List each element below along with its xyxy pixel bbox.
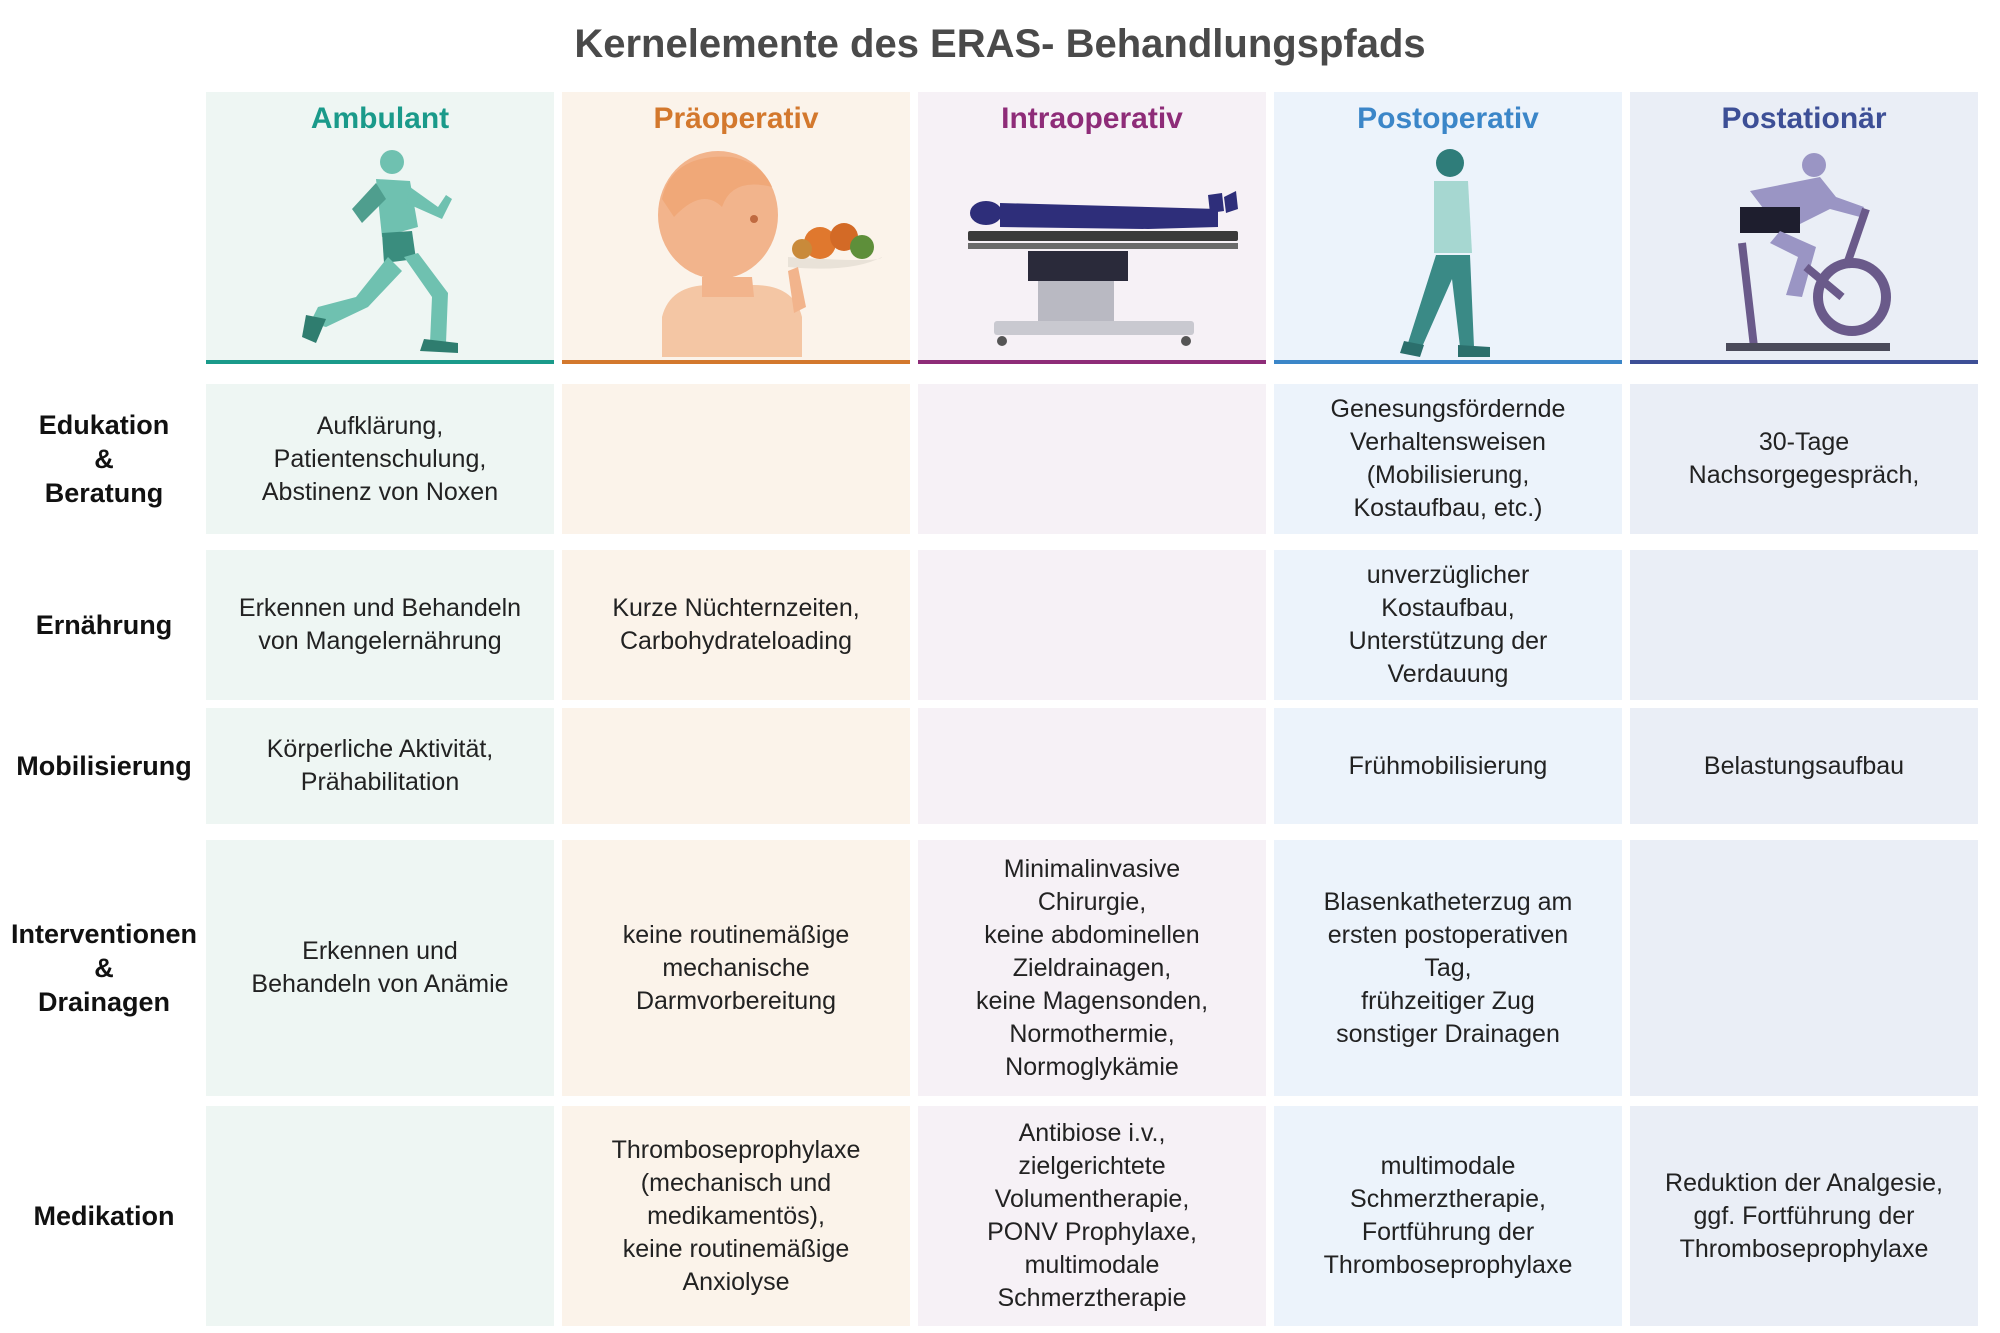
column-underline	[206, 360, 554, 364]
cell-mobilisierung-intraoperativ	[918, 708, 1266, 824]
column-label: Präoperativ	[653, 102, 819, 135]
cell-interventionen-ambulant: Erkennen und Behandeln von Anämie	[206, 840, 554, 1096]
page-title: Kernelemente des ERAS- Behandlungspfads	[574, 22, 1426, 66]
cell-medikation-ambulant	[206, 1106, 554, 1326]
cell-mobilisierung-ambulant: Körperliche Aktivität, Prähabilitation	[206, 708, 554, 824]
cell-medikation-postationaer: Reduktion der Analgesie, ggf. Fortführung der Thromboseprophylaxe	[1630, 1106, 1978, 1326]
row-label-mobilisierung: Mobilisierung	[16, 751, 192, 781]
cell-mobilisierung-postoperativ: Frühmobilisierung	[1274, 708, 1622, 824]
running-person-icon	[206, 147, 554, 357]
cell-medikation-praeoperativ: Thromboseprophylaxe (mechanisch und medikamentös), keine routinemäßige Anxiolyse	[562, 1106, 910, 1326]
column-label: Postationär	[1721, 102, 1887, 135]
column-underline	[1630, 360, 1978, 364]
patient-on-operating-table-icon	[918, 147, 1266, 357]
cell-medikation-intraoperativ: Antibiose i.v., zielgerichtete Volumentherapie, PONV Prophylaxe, multimodale Schmerztherapie	[918, 1106, 1266, 1326]
cell-ernaehrung-ambulant: Erkennen und Behandeln von Mangelernährung	[206, 550, 554, 700]
cell-ernaehrung-postationaer	[1630, 550, 1978, 700]
column-label: Postoperativ	[1357, 102, 1539, 135]
column-underline	[1274, 360, 1622, 364]
cell-interventionen-intraoperativ: Minimalinvasive Chirurgie, keine abdominellen Zieldrainagen, keine Magensonden, Normothermie, Normoglykämie	[918, 840, 1266, 1096]
column-header-intraoperativ	[918, 92, 1266, 364]
cell-ernaehrung-praeoperativ: Kurze Nüchternzeiten, Carbohydrateloading	[562, 550, 910, 700]
person-eating-icon	[562, 147, 910, 357]
column-header-postationaer	[1630, 92, 1978, 364]
column-header-praeoperativ	[562, 92, 910, 364]
cell-interventionen-postationaer	[1630, 840, 1978, 1096]
exercise-bike-person-icon	[1630, 147, 1978, 357]
cell-edukation-postoperativ: Genesungsfördernde Verhaltensweisen (Mobilisierung, Kostaufbau, etc.)	[1274, 384, 1622, 534]
column-label: Ambulant	[310, 102, 450, 135]
row-label-ernaehrung: Ernährung	[35, 610, 173, 640]
cell-mobilisierung-praeoperativ	[562, 708, 910, 824]
column-underline	[562, 360, 910, 364]
cell-edukation-praeoperativ	[562, 384, 910, 534]
column-underline	[918, 360, 1266, 364]
row-label-interventionen: Interventionen & Drainagen	[10, 919, 198, 1017]
cell-edukation-ambulant: Aufklärung, Patientenschulung, Abstinenz von Noxen	[206, 384, 554, 534]
cell-medikation-postoperativ: multimodale Schmerztherapie, Fortführung der Thromboseprophylaxe	[1274, 1106, 1622, 1326]
cell-interventionen-praeoperativ: keine routinemäßige mechanische Darmvorbereitung	[562, 840, 910, 1096]
row-label-medikation: Medikation	[33, 1201, 175, 1231]
cell-edukation-postationaer: 30-Tage Nachsorgegespräch,	[1630, 384, 1978, 534]
walking-person-icon	[1274, 147, 1622, 357]
column-header-postoperativ	[1274, 92, 1622, 364]
column-label: Intraoperativ	[1001, 102, 1183, 135]
cell-mobilisierung-postationaer: Belastungsaufbau	[1630, 708, 1978, 824]
cell-interventionen-postoperativ: Blasenkatheterzug am ersten postoperativen Tag, frühzeitiger Zug sonstiger Drainagen	[1274, 840, 1622, 1096]
cell-edukation-intraoperativ	[918, 384, 1266, 534]
cell-ernaehrung-postoperativ: unverzüglicher Kostaufbau, Unterstützung der Verdauung	[1274, 550, 1622, 700]
column-header-ambulant	[206, 92, 554, 364]
cell-ernaehrung-intraoperativ	[918, 550, 1266, 700]
row-label-edukation: Edukation & Beratung	[38, 410, 170, 508]
